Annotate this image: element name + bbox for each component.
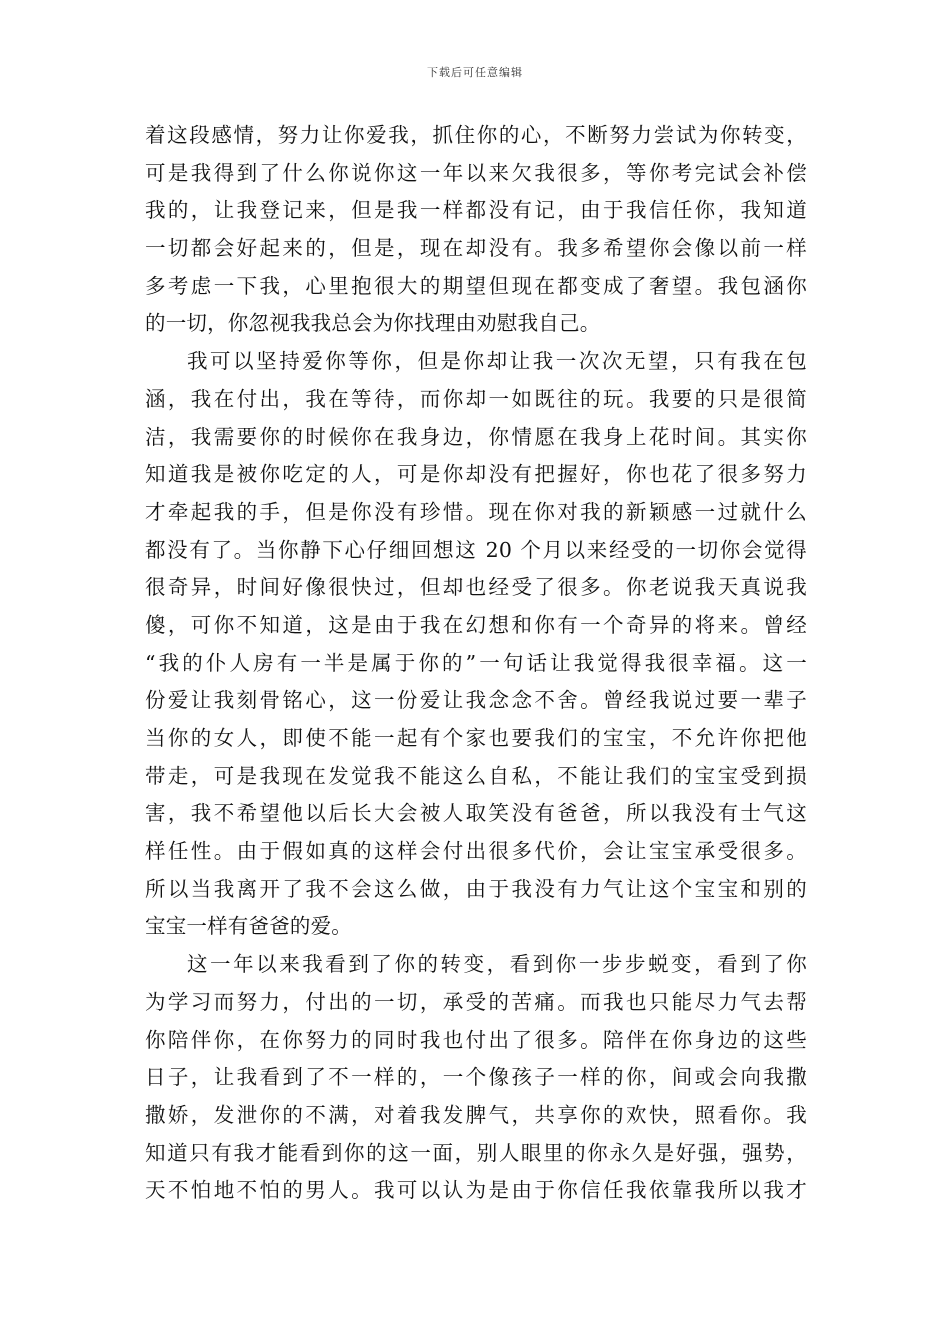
text-line: 样任性。由于假如真的这样会付出很多代价，会让宝宝承受很多。 <box>145 839 807 864</box>
text-line: 可是我得到了什么你说你这一年以来欠我很多，等你考完试会补偿 <box>145 160 807 185</box>
text-line: 天不怕地不怕的男人。我可以认为是由于你信任我依靠我所以我才 <box>145 1178 807 1203</box>
text-line: 当你的女人，即使不能一起有个家也要我们的宝宝，不允许你把他 <box>145 726 807 750</box>
text-line: 宝宝一样有爸爸的爱。 <box>145 914 352 939</box>
text-line: 一切都会好起来的，但是，现在却没有。我多希望你会像以前一样 <box>145 236 807 261</box>
text-line: 害，我不希望他以后长大会被人取笑没有爸爸，所以我没有士气这 <box>145 801 807 826</box>
text-line: 多考虑一下我，心里抱很大的期望但现在都变成了奢望。我包涵你 <box>145 273 807 298</box>
text-line: 带走，可是我现在发觉我不能这么自私，不能让我们的宝宝受到损 <box>145 763 807 788</box>
text-line: 傻，可你不知道，这是由于我在幻想和你有一个奇异的将来。曾经 <box>145 612 807 637</box>
document-body <box>145 117 807 1210</box>
text-line: 知道我是被你吃定的人，可是你却没有把握好，你也花了很多努力 <box>145 462 807 487</box>
text-line: “我的仆人房有一半是属于你的”一句话让我觉得我很幸福。这一 <box>145 650 807 675</box>
text-line: 你陪伴你，在你努力的同时我也付出了很多。陪伴在你身边的这些 <box>145 1027 807 1052</box>
text-line: 为学习而努力，付出的一切，承受的苦痛。而我也只能尽力气去帮 <box>145 989 807 1014</box>
text-line: 所以当我离开了我不会这么做，由于我没有力气让这个宝宝和别的 <box>145 876 807 901</box>
text-line: 我的，让我登记来，但是我一样都没有记，由于我信任你，我知道 <box>145 198 807 223</box>
paragraph-first-line: 我可以坚持爱你等你，但是你却让我一次次无望，只有我在包 <box>187 349 807 374</box>
paragraph-first-line: 这一年以来我看到了你的转变，看到你一步步蜕变，看到了你 <box>187 952 807 977</box>
page-header: 下载后可任意编辑 <box>427 66 523 79</box>
text-line: 的一切，你忽视我我总会为你找理由劝慰我自己。 <box>145 311 601 336</box>
text-line: 都没有了。当你静下心仔细回想这 20 个月以来经受的一切你会觉得 <box>145 537 807 562</box>
text-line: 知道只有我才能看到你的这一面，别人眼里的你永久是好强，强势， <box>145 1140 807 1165</box>
text-line: 日子，让我看到了不一样的，一个像孩子一样的你，间或会向我撒 <box>145 1065 807 1090</box>
text-line: 着这段感情，努力让你爱我，抓住你的心，不断努力尝试为你转变， <box>145 123 807 147</box>
text-line: 撒娇，发泄你的不满，对着我发脾气，共享你的欢快，照看你。我 <box>145 1102 807 1127</box>
text-line: 涵，我在付出，我在等待，而你却一如既往的玩。我要的只是很简 <box>145 386 807 411</box>
text-line: 洁，我需要你的时候你在我身边，你情愿在我身上花时间。其实你 <box>145 424 807 449</box>
text-line: 份爱让我刻骨铭心，这一份爱让我念念不舍。曾经我说过要一辈子 <box>145 688 807 713</box>
text-line: 才牵起我的手，但是你没有珍惜。现在你对我的新颖感一过就什么 <box>145 499 807 524</box>
text-line: 很奇异，时间好像很快过，但却也经受了很多。你老说我天真说我 <box>145 575 807 600</box>
